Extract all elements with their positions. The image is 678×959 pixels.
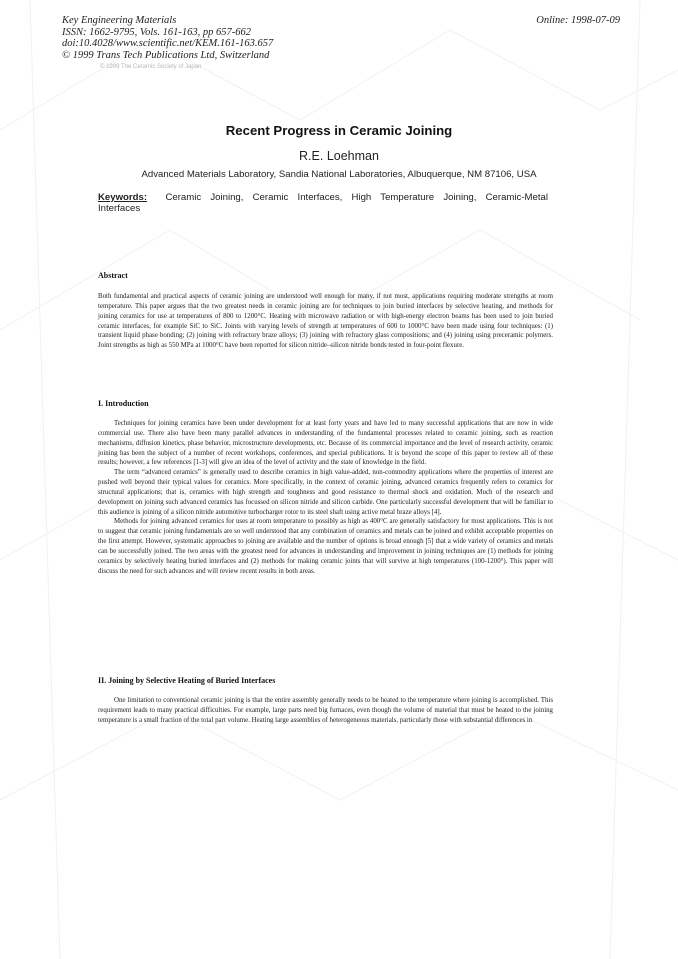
paper-author: R.E. Loehman [299,149,379,163]
paper-title: Recent Progress in Ceramic Joining [225,123,453,138]
author-affiliation: Advanced Materials Laboratory, Sandia National Laboratories, Albuquerque, NM 87106, USA [141,169,537,180]
journal-name: Key Engineering Materials [62,15,177,26]
keywords-block [98,192,548,214]
introduction-heading: I. Introduction [98,399,149,408]
section-2-heading: II. Joining by Selective Heating of Buried Interfaces [98,676,276,685]
issn-line: ISSN: 1662-9795, Vols. 161-163, pp 657-662 [62,26,251,38]
keywords-list: Ceramic Joining, Ceramic Interfaces, High Temperature Joining, Ceramic-Metal Interfaces [98,192,548,214]
introduction-body [98,419,553,577]
abstract-text [98,292,553,351]
journal-header [62,15,273,61]
section-2-body [98,696,553,726]
section-2-paragraph-1: One limitation to conventional ceramic joining is that the entire assembly generally needs to be heated to the temperature where joining is accomplished. This requirement leads to many practical difficulties. For example, large parts need big furnaces, even though the volume of material that must be heated to the joining temperature is a small fraction of the total part volume. Heating large assemblies of heterogeneous materials, particularly those with substantial differences in [98,697,553,724]
online-date: Online: 1998-07-09 [536,15,620,26]
intro-paragraph-1: Techniques for joining ceramics have been under development for at least forty years and have led to many successful applications that are now in wide commercial use. There also have been many parallel advances in understanding of the fundamental processes related to ceramic joining, such as reaction mechanisms, diffusion kinetics, phase behavior, microstructure developments, etc. Because of its commercial importance and the level of research activity, ceramic joining has been the subject of a number of recent workshops, conferences, and special publications. It is beyond the scope of this paper to review all of these results; however, a few references [1-3] will give an idea of the level of activity and the state of knowledge in the field. [98,420,553,467]
copyright-line: © 1999 Trans Tech Publications Ltd, Switzerland [62,49,270,61]
doi-link[interactable]: doi:10.4028/www.scientific.net/KEM.161-163.657 [62,38,274,50]
intro-paragraph-3: Methods for joining advanced ceramics for uses at room temperature to possibly as high as 400°C are generally satisfactory for most applications. This is not to suggest that ceramic joining fundamentals are so well understood that any combination of ceramics and metals can be joined and exhibit acceptable properties on the first attempt. However, systematic approaches to joining are available and the number of options is broad enough [5] that a wide variety of ceramics and metals can be successfully joined. The two areas with the greatest need for advances in understanding and improvement in joining techniques are (1) methods for joining ceramics by selectively heating buried interfaces and (2) methods for making ceramic joints that will survive at high temperatures (100-1200°). This paper will discuss the need for such advances and will review recent results in both areas. [98,518,553,575]
keywords-label: Keywords: [98,192,148,203]
abstract-paragraph: Both fundamental and practical aspects of ceramic joining are understood well enough for many, if not most, applications requiring moderate strengths at room temperature. This paper argues that the two greatest needs in ceramic joining are for techniques to join buried interfaces by selective heating, and methods for joining ceramics for use at temperatures of 800 to 1200°C. Heating with microwave radiation or with high-energy electron beams has been used to join buried ceramic interfaces, for example SiC to SiC. Joints with varying levels of strength at temperatures of 600 to 1000°C have been made using four techniques: (1) transient liquid phase bonding; (2) joining with refractory braze alloys; (3) joining with refractory glass compositions; and (4) joining using preceramic polymers. Joint strengths as high as 550 MPa at 1000°C have been reported for silicon nitride–silicon nitride bonds tested in four-point flexure. [98,293,553,350]
intro-paragraph-2: The term “advanced ceramics” is generally used to describe ceramics in high value-added, non-commodity applications where the properties of interest are pushed well beyond their typical values for ceramics. More specifically, in the context of ceramic joining, advanced ceramics frequently refers to ceramics for structural applications; that is, ceramics with high strength and toughness and good resistance to thermal shock and oxidation. Much of the research and development on joining such advanced ceramics has focussed on silicon nitride and silicon carbide. One particularly successful development that will be familiar to this audience is joining of a silicon nitride automotive turbocharger rotor to its steel shaft using active metal braze alloys [4]. [98,469,553,516]
faint-copyright-line: © 1999 The Ceramic Society of Japan [100,64,202,70]
abstract-heading: Abstract [98,271,128,280]
